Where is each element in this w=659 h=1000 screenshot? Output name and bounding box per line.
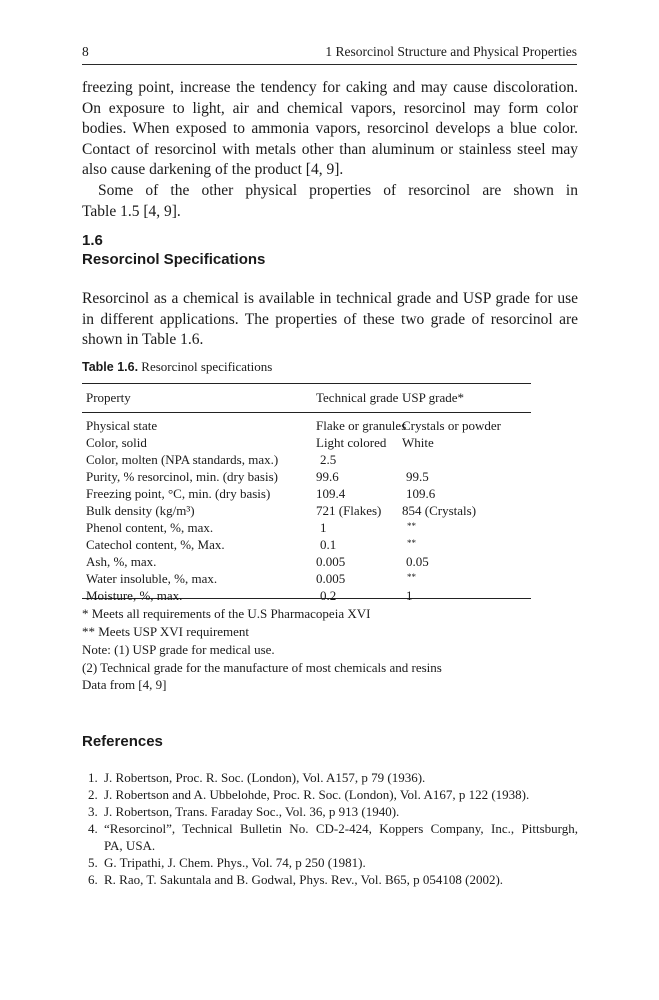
table-cell-usp-grade: 109.6: [406, 486, 436, 501]
reference-number: 2.: [88, 787, 98, 802]
table-cell-usp-grade: Crystals or powder: [402, 418, 501, 433]
section-title: Resorcinol Specifications: [82, 251, 266, 268]
paragraph-line: Resorcinol as a chemical is available in technical grade and USP grade for use: [82, 290, 578, 307]
table-footnote: Data from [4, 9]: [82, 677, 167, 692]
table-cell-property: Physical state: [86, 418, 158, 433]
table-header-usp-grade: USP grade*: [402, 390, 464, 405]
table-footnote: (2) Technical grade for the manufacture of most chemicals and resins: [82, 660, 442, 675]
page-number: 8: [82, 44, 89, 59]
reference-text: J. Robertson and A. Ubbelohde, Proc. R. Soc. (London), Vol. A167, p 122 (1938).: [104, 787, 530, 802]
table-cell-usp-grade: White: [402, 435, 434, 450]
table-footnote: ** Meets USP XVI requirement: [82, 624, 250, 639]
table-cell-technical-grade: 2.5: [320, 452, 337, 467]
properties-paragraph: [82, 181, 578, 222]
table-caption: [82, 359, 272, 375]
table-cell-property: Catechol content, %, Max.: [86, 537, 225, 552]
table-cell-technical-grade: 0.2: [320, 588, 337, 603]
table-cell-property: Ash, %, max.: [86, 554, 157, 569]
reference-item: [88, 770, 578, 787]
table-cell-usp-grade: **: [407, 572, 416, 582]
reference-text: PA, USA.: [104, 837, 156, 853]
reference-text: J. Robertson, Proc. R. Soc. (London), Vol. A157, p 79 (1936).: [104, 770, 426, 785]
table-caption-text: Resorcinol specifications: [141, 359, 273, 374]
reference-number: 5.: [88, 855, 98, 870]
table-cell-usp-grade: **: [407, 538, 416, 548]
table-cell-technical-grade: 0.005: [316, 571, 346, 586]
table-cell-technical-grade: 99.6: [316, 469, 339, 484]
reference-number: 4.: [88, 821, 98, 836]
reference-item: [88, 855, 578, 872]
intro-paragraph: [82, 78, 578, 181]
table-cell-technical-grade: 0.005: [316, 554, 346, 569]
paragraph-line: also cause darkening of the product [4, 9].: [82, 161, 344, 179]
table-cell-property: Color, molten (NPA standards, max.): [86, 452, 279, 467]
table-footnote: Note: (1) USP grade for medical use.: [82, 642, 275, 657]
reference-text: “Resorcinol”, Technical Bulletin No. CD-2-424, Koppers Company, Inc., Pittsburgh,: [104, 821, 578, 836]
paragraph-line: bodies. When exposed to ammonia vapors, resorcinol develops a blue color.: [82, 120, 578, 138]
table-cell-technical-grade: Flake or granules: [316, 418, 407, 433]
table-top-rule: [82, 383, 531, 384]
paragraph-line: shown in Table 1.6.: [82, 331, 204, 349]
paragraph-line: On exposure to light, air and chemical vapors, resorcinol may form color: [82, 99, 578, 117]
reference-item: [88, 804, 578, 821]
table-cell-property: Purity, % resorcinol, min. (dry basis): [86, 469, 278, 484]
paragraph-line: in different applications. The properties of these two grade of resorcinol are: [82, 310, 578, 328]
references-title: References: [82, 733, 163, 750]
table-cell-property: Water insoluble, %, max.: [86, 571, 218, 586]
table-cell-technical-grade: 1: [320, 520, 327, 535]
reference-text-block: [104, 821, 578, 854]
table-cell-technical-grade: 721 (Flakes): [316, 503, 382, 518]
running-head: [82, 44, 577, 65]
table-cell-technical-grade: 0.1: [320, 537, 337, 552]
table-caption-label: Table 1.6.: [82, 360, 139, 374]
table-footnote: * Meets all requirements of the U.S Pharmacopeia XVI: [82, 606, 371, 621]
reference-number: 6.: [88, 872, 98, 887]
paragraph-line: Some of the other physical properties of resorcinol are shown in: [98, 182, 578, 199]
table-cell-property: Freezing point, °C, min. (dry basis): [86, 486, 271, 501]
table-cell-property: Color, solid: [86, 435, 147, 450]
reference-item: [88, 872, 578, 889]
reference-text: R. Rao, T. Sakuntala and B. Godwal, Phys. Rev., Vol. B65, p 054108 (2002).: [104, 872, 504, 887]
reference-item: [88, 821, 578, 854]
reference-number: 1.: [88, 770, 98, 785]
reference-text: J. Robertson, Trans. Faraday Soc., Vol. 36, p 913 (1940).: [104, 804, 400, 819]
table-cell-usp-grade: 854 (Crystals): [402, 503, 477, 518]
table-cell-technical-grade: 109.4: [316, 486, 346, 501]
table-header-rule: [82, 412, 531, 413]
paragraph-line: Table 1.5 [4, 9].: [82, 202, 181, 220]
table-cell-property: Moisture, %, max.: [86, 588, 183, 603]
table-cell-usp-grade: 99.5: [406, 469, 429, 484]
section-paragraph: [82, 289, 578, 351]
section-number: 1.6: [82, 232, 103, 249]
table-cell-technical-grade: Light colored: [316, 435, 387, 450]
table-cell-usp-grade: **: [407, 521, 416, 531]
table-header-property: Property: [86, 390, 131, 405]
table-cell-usp-grade: 0.05: [406, 554, 429, 569]
paragraph-line: Contact of resorcinol with metals other than aluminum or stainless steel may: [82, 140, 578, 158]
table-cell-property: Bulk density (kg/m³): [86, 503, 195, 518]
reference-number: 3.: [88, 804, 98, 819]
table-cell-property: Phenol content, %, max.: [86, 520, 214, 535]
reference-item: [88, 787, 578, 804]
table-cell-usp-grade: 1: [406, 588, 413, 603]
chapter-title: 1 Resorcinol Structure and Physical Properties: [325, 44, 577, 59]
table-header-technical-grade: Technical grade: [316, 390, 399, 405]
reference-text: G. Tripathi, J. Chem. Phys., Vol. 74, p 250 (1981).: [104, 855, 366, 870]
paragraph-line: freezing point, increase the tendency for caking and may cause discoloration.: [82, 79, 578, 96]
